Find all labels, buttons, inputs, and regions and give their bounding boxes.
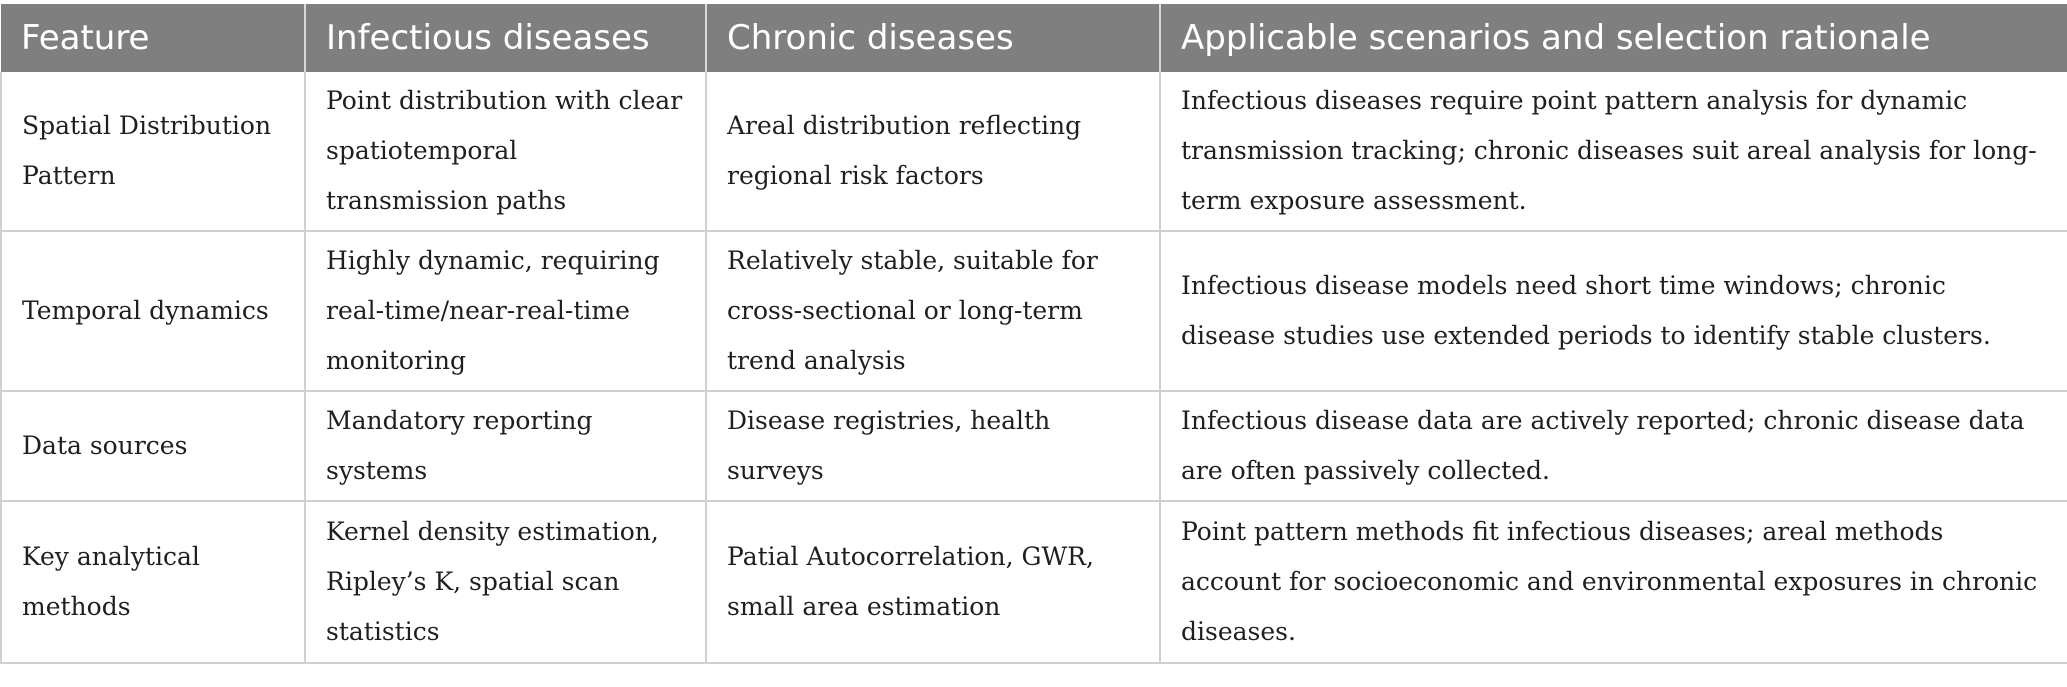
cell-rationale: Infectious diseases require point pattern analysis for dynamic transmission tracking; chronic diseases suit areal analysis for long-term exposure assessment.: [1160, 72, 2067, 231]
table-row: [1, 72, 2067, 231]
cell-feature: Temporal dynamics: [1, 231, 305, 391]
cell-chronic: Areal distribution reflecting regional risk factors: [706, 72, 1160, 231]
table-row: [1, 231, 2067, 391]
header-infectious-diseases: Infectious diseases: [305, 4, 706, 72]
cell-infectious: Highly dynamic, requiring real-time/near-real-time monitoring: [305, 231, 706, 391]
cell-infectious: Mandatory reporting systems: [305, 391, 706, 501]
cell-rationale: Infectious disease data are actively reported; chronic disease data are often passively collected.: [1160, 391, 2067, 501]
table-row: [1, 501, 2067, 663]
table-header: [1, 4, 2067, 72]
cell-chronic: Disease registries, health surveys: [706, 391, 1160, 501]
cell-rationale: Infectious disease models need short time windows; chronic disease studies use extended periods to identify stable clusters.: [1160, 231, 2067, 391]
cell-chronic: Patial Autocorrelation, GWR, small area estimation: [706, 501, 1160, 663]
cell-feature: Data sources: [1, 391, 305, 501]
cell-feature: Spatial Distribution Pattern: [1, 72, 305, 231]
cell-infectious: Point distribution with clear spatiotemporal transmission paths: [305, 72, 706, 231]
header-chronic-diseases: Chronic diseases: [706, 4, 1160, 72]
table-row: [1, 391, 2067, 501]
comparison-table: [0, 4, 2067, 664]
cell-rationale: Point pattern methods fit infectious diseases; areal methods account for socioeconomic and environmental exposures in chronic diseases.: [1160, 501, 2067, 663]
cell-chronic: Relatively stable, suitable for cross-sectional or long-term trend analysis: [706, 231, 1160, 391]
cell-feature: Key analytical methods: [1, 501, 305, 663]
header-rationale: Applicable scenarios and selection rationale: [1160, 4, 2067, 72]
header-row: [1, 4, 2067, 72]
cell-infectious: Kernel density estimation, Ripley’s K, spatial scan statistics: [305, 501, 706, 663]
comparison-table-container: [0, 4, 2067, 664]
table-body: [1, 72, 2067, 663]
header-feature: Feature: [1, 4, 305, 72]
